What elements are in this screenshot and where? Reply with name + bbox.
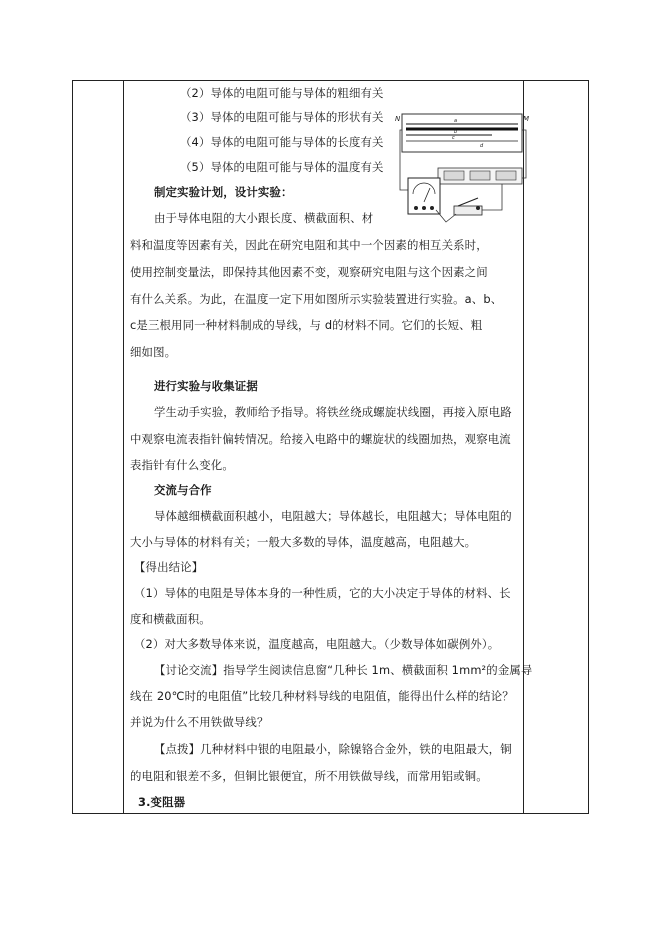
discussion-line-3: 并说为什么不用铁做导线？ (130, 715, 269, 729)
exchange-line-2: 大小与导体的材料有关；一般大多数的导体，温度越高，电阻越大。 (130, 535, 477, 549)
wire-label-a: a (454, 118, 458, 124)
wire-label-d: d (480, 143, 484, 149)
wire-label-c: c (452, 135, 455, 141)
right-column (523, 81, 588, 813)
hypothesis-5: （5）导体的电阻可能与导体的温度有关 (180, 160, 384, 174)
plan-line-1: 由于导体电阻的大小跟长度、横截面积、材 (154, 211, 374, 225)
tip-line-2: 的电阻和银差不多，但铜比银便宜，所不用铁做导线，而常用铝或铜。 (130, 769, 488, 783)
hypothesis-3: （3）导体的电阻可能与导体的形状有关 (180, 110, 384, 124)
wire-label-b: b (454, 129, 458, 135)
experiment-heading: 进行实验与收集证据 (154, 379, 258, 393)
plan-line-6: 细如图。 (130, 345, 177, 359)
experiment-line-3: 表指针有什么变化。 (130, 458, 234, 472)
experiment-line-2: 中观察电流表指针偏转情况。给接入电路中的螺旋状的线圈加热，观察电流 (130, 432, 511, 446)
conclusion-line-3: （2）对大多数导体来说，温度越高，电阻越大。（少数导体如碳例外）。 (134, 637, 500, 651)
left-column (73, 81, 124, 813)
plan-line-2: 料和温度等因素有关，因此在研究电阻和其中一个因素的相互关系时， (130, 238, 488, 252)
hypothesis-4: （4）导体的电阻可能与导体的长度有关 (180, 135, 384, 149)
section-heading: 3.变阻器 (138, 795, 186, 809)
exchange-line-1: 导体越细横截面积越小，电阻越大；导体越长，电阻越大；导体电阻的 (154, 509, 512, 523)
tip-line-1: 【点拨】几种材料中银的电阻最小，除镍铬合金外，铁的电阻最大，铜 (154, 742, 512, 756)
experiment-line-1: 学生动手实验，教师给予指导。将铁丝绕成螺旋状线圈，再接入原电路 (154, 405, 512, 419)
label-n: N (395, 115, 401, 123)
plan-line-5: c是三根用同一种材料制成的导线，与 d的材料不同。它们的长短、粗 (130, 318, 483, 332)
lesson-content (124, 80, 533, 814)
conclusion-line-1: （1）导体的电阻是导体本身的一种性质，它的大小决定于导体的材料、长 (134, 586, 511, 600)
discussion-line-1: 【讨论交流】指导学生阅读信息窗“几种长 1m、横截面积 1mm²的金属导 (154, 663, 533, 677)
exchange-heading: 交流与合作 (154, 483, 212, 497)
plan-heading: 制定实验计划，设计实验： (154, 185, 293, 199)
hypothesis-2: （2）导体的电阻可能与导体的粗细有关 (180, 86, 384, 100)
conclusion-line-2: 度和横截面积。 (130, 612, 211, 626)
plan-line-4: 有什么关系。为此，在温度一定下用如图所示实验装置进行实验。a、b、 (130, 292, 503, 306)
conclusion-heading: 【得出结论】 (134, 560, 204, 574)
discussion-line-2: 线在 20℃时的电阻值”比较几种材料导线的电阻值，能得出什么样的结论？ (130, 689, 514, 703)
label-m: M (523, 115, 530, 123)
plan-line-3: 使用控制变量法，即保持其他因素不变，观察研究电阻与这个因素之间 (130, 265, 488, 279)
